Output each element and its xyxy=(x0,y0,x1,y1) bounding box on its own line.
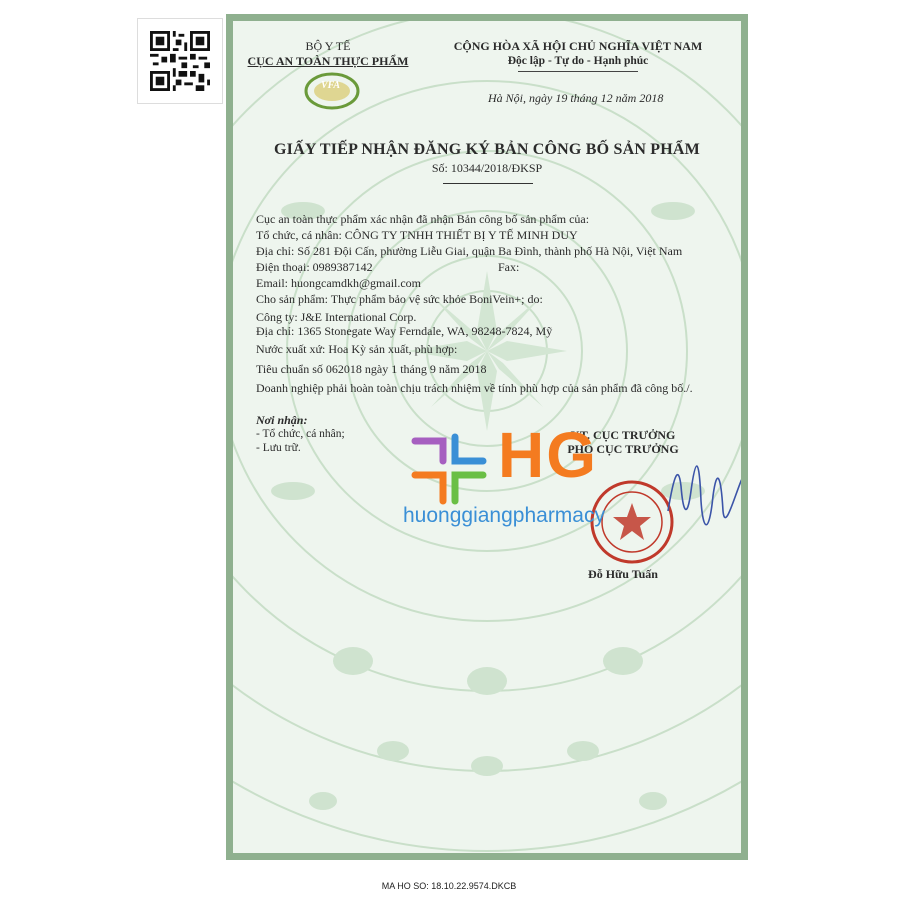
address-line: Địa chỉ: Số 281 Đội Cấn, phường Liễu Giai, quận Ba Đình, thành phố Hà Nội, Việt Nam xyxy=(256,244,683,258)
qr-code xyxy=(137,18,223,104)
file-code: MA HO SO: 18.10.22.9574.DKCB xyxy=(381,881,517,891)
recipient-item: - Tổ chức, cá nhân; xyxy=(256,428,345,440)
fax-line: Fax: xyxy=(498,260,520,274)
pharmacy-watermark xyxy=(403,416,703,546)
origin-line: Nước xuất xứ: Hoa Kỳ sản xuất, phù hợp: xyxy=(256,342,458,356)
responsibility-line: Doanh nghiệp phải hoàn toàn chịu trách nhiệm về tính phù hợp của sản phẩm đã công bố./. xyxy=(256,381,693,395)
document-number: Số: 10344/2018/ĐKSP xyxy=(431,161,543,175)
signer-title-2: PHÓ CỤC TRƯỞNG xyxy=(567,442,679,456)
recipient-item: - Lưu trữ. xyxy=(256,442,301,454)
vfa-logo-text: VFA xyxy=(321,80,341,91)
title-underline xyxy=(443,183,533,184)
signer-title-1: KT. CỤC TRƯỞNG xyxy=(570,428,676,442)
company-address-line: Địa chỉ: 1365 Stonegate Way Ferndale, WA, 98248-7824, Mỹ xyxy=(256,324,553,338)
organization-line: Tổ chức, cá nhân: CÔNG TY TNHH THIẾT BỊ Y TẾ MINH DUY xyxy=(256,228,578,242)
pharmacy-cross-logo-icon xyxy=(405,431,493,509)
qr-code-icon xyxy=(150,31,210,91)
company-line: Công ty: J&E International Corp. xyxy=(256,310,417,324)
agency-name: CỤC AN TOÀN THỰC PHẨM xyxy=(247,54,409,68)
pharmacy-website: huonggiangpharmacy xyxy=(403,504,605,527)
product-line: Cho sản phẩm: Thực phẩm bảo vệ sức khỏe BoniVein+; do: xyxy=(256,292,543,306)
signer-name: Đỗ Hữu Tuấn xyxy=(588,567,658,581)
certificate xyxy=(226,14,748,860)
email-line: Email: huongcamdkh@gmail.com xyxy=(256,276,422,290)
standard-line: Tiêu chuẩn số 062018 ngày 1 tháng 9 năm 2018 xyxy=(256,362,487,376)
intro-line: Cục an toàn thực phẩm xác nhận đã nhận Bản công bố sản phẩm của: xyxy=(256,212,590,226)
motto-underline xyxy=(518,71,638,72)
motto: Độc lập - Tự do - Hạnh phúc xyxy=(507,55,649,67)
vfa-logo-icon xyxy=(303,71,361,111)
republic-heading: CỘNG HÒA XÃ HỘI CHỦ NGHĨA VIỆT NAM xyxy=(453,39,703,53)
pharmacy-logo-letters: HG xyxy=(498,419,598,491)
document-title: GIẤY TIẾP NHẬN ĐĂNG KÝ BẢN CÔNG BỐ SẢN PHẨM xyxy=(274,141,700,158)
date-line: Hà Nội, ngày 19 tháng 12 năm 2018 xyxy=(488,91,664,105)
recipients-heading: Nơi nhận: xyxy=(256,413,308,427)
phone-line: Điện thoại: 0989387142 xyxy=(256,260,373,274)
ministry-name: BỘ Y TẾ xyxy=(305,39,351,53)
